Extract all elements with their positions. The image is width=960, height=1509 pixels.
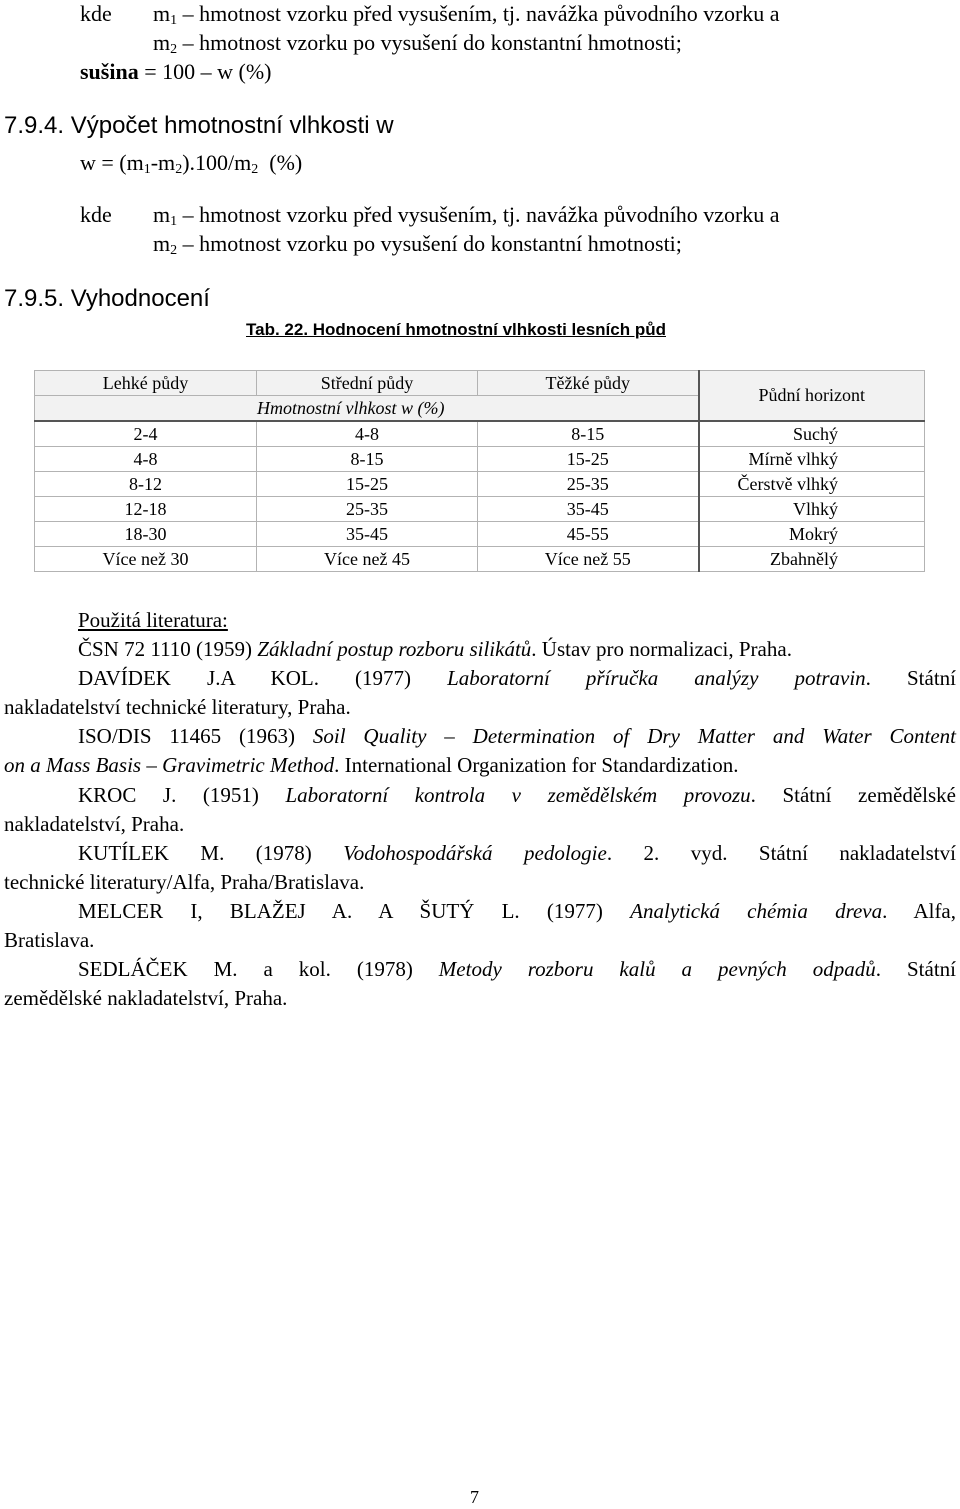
table-cell: Mírně vlhký (699, 447, 925, 472)
section-heading-794: 7.9.4. Výpočet hmotnostní vlhkosti w (4, 112, 394, 139)
section-heading-795: 7.9.5. Vyhodnocení (4, 285, 210, 312)
kde-label-794: kde (80, 202, 112, 227)
table-cell: 15-25 (478, 447, 699, 472)
table-cell: Více než 30 (35, 547, 257, 572)
table-cell: Zbahnělý (699, 547, 925, 572)
table-cell: 18-30 (35, 522, 257, 547)
reference-item: DAVÍDEK J.A KOL. (1977) Laboratorní příručka analýzy potravin. Státní nakladatelství technické literatury, Praha. (4, 666, 957, 719)
table-cell: 8-12 (35, 472, 257, 497)
table-row (35, 522, 925, 547)
header-heavy-soils: Těžké půdy (478, 371, 699, 396)
table-cell: Vlhký (699, 497, 925, 522)
reference-item: KUTÍLEK M. (1978) Vodohospodářská pedologie. 2. vyd. Státní nakladatelství technické literatury/Alfa, Praha/Bratislava. (4, 841, 956, 894)
m1-definition-794: $m_1$ – hmotnost vzorku před vysušením, tj. navážka původního vzorku a (153, 202, 780, 229)
reference-item: MELCER I, BLAŽEJ A. A ŠUTÝ L. (1977) Analytická chémia dreva. Alfa, Bratislava. (4, 899, 957, 952)
moisture-formula: $w = (m_1-m_2).100/m_2$ (%) (80, 150, 303, 177)
table-row (35, 472, 925, 497)
table-cell: 25-35 (478, 472, 699, 497)
table-cell: 12-18 (35, 497, 257, 522)
reference-item: ČSN 72 1110 (1959) Základní postup rozboru silikátů. Ústav pro normalizaci, Praha. (78, 637, 792, 661)
references-title: Použitá literatura: (78, 608, 228, 632)
table-cell: Čerstvě vlhký (699, 472, 925, 497)
m1-definition-top: $m_1$ – hmotnost vzorku před vysušením, tj. navážka původního vzorku a (153, 1, 780, 28)
table-cell: 45-55 (478, 522, 699, 547)
table-cell: 4-8 (257, 421, 478, 447)
reference-item: SEDLÁČEK M. a kol. (1978) Metody rozboru kalů a pevných odpadů. Státní zemědělské nakladatelství, Praha. (4, 957, 956, 1010)
table-cell: 15-25 (257, 472, 478, 497)
table-cell: 35-45 (478, 497, 699, 522)
reference-item: KROC J. (1951) Laboratorní kontrola v zemědělském provozu. Státní zemědělské nakladatelství, Praha. (4, 783, 956, 836)
reference-item: ISO/DIS 11465 (1963) Soil Quality – Determination of Dry Matter and Water Content on a Mass Basis – Gravimetric Method. International Organization for Standardization. (4, 724, 956, 777)
header-light-soils: Lehké půdy (35, 371, 257, 396)
kde-label-top: kde (80, 1, 112, 26)
m2-definition-top: $m_2$ – hmotnost vzorku po vysušení do konstantní hmotnosti; (153, 30, 682, 57)
table-cell: 4-8 (35, 447, 257, 472)
m2-definition-794: $m_2$ – hmotnost vzorku po vysušení do konstantní hmotnosti; (153, 231, 682, 258)
table-cell: 25-35 (257, 497, 478, 522)
table-row (35, 447, 925, 472)
table-row (35, 497, 925, 522)
moisture-table (34, 370, 925, 572)
table-cell: Mokrý (699, 522, 925, 547)
table-caption: Tab. 22. Hodnocení hmotnostní vlhkosti lesních půd (246, 320, 666, 339)
table-cell: 2-4 (35, 421, 257, 447)
table-cell: 8-15 (257, 447, 478, 472)
table-cell: Více než 55 (478, 547, 699, 572)
table-cell: Suchý (699, 421, 925, 447)
table-row (35, 421, 925, 447)
table-cell: 8-15 (478, 421, 699, 447)
header-soil-horizon: Půdní horizont (699, 371, 925, 422)
page-number: 7 (470, 1487, 479, 1507)
header-medium-soils: Střední půdy (257, 371, 478, 396)
table-cell: 35-45 (257, 522, 478, 547)
table-cell: Více než 45 (257, 547, 478, 572)
susina-formula: sušina = 100 – w (%) (80, 59, 272, 84)
table-row (35, 547, 925, 572)
subheader-moisture: Hmotnostní vlhkost w (%) (35, 396, 699, 422)
